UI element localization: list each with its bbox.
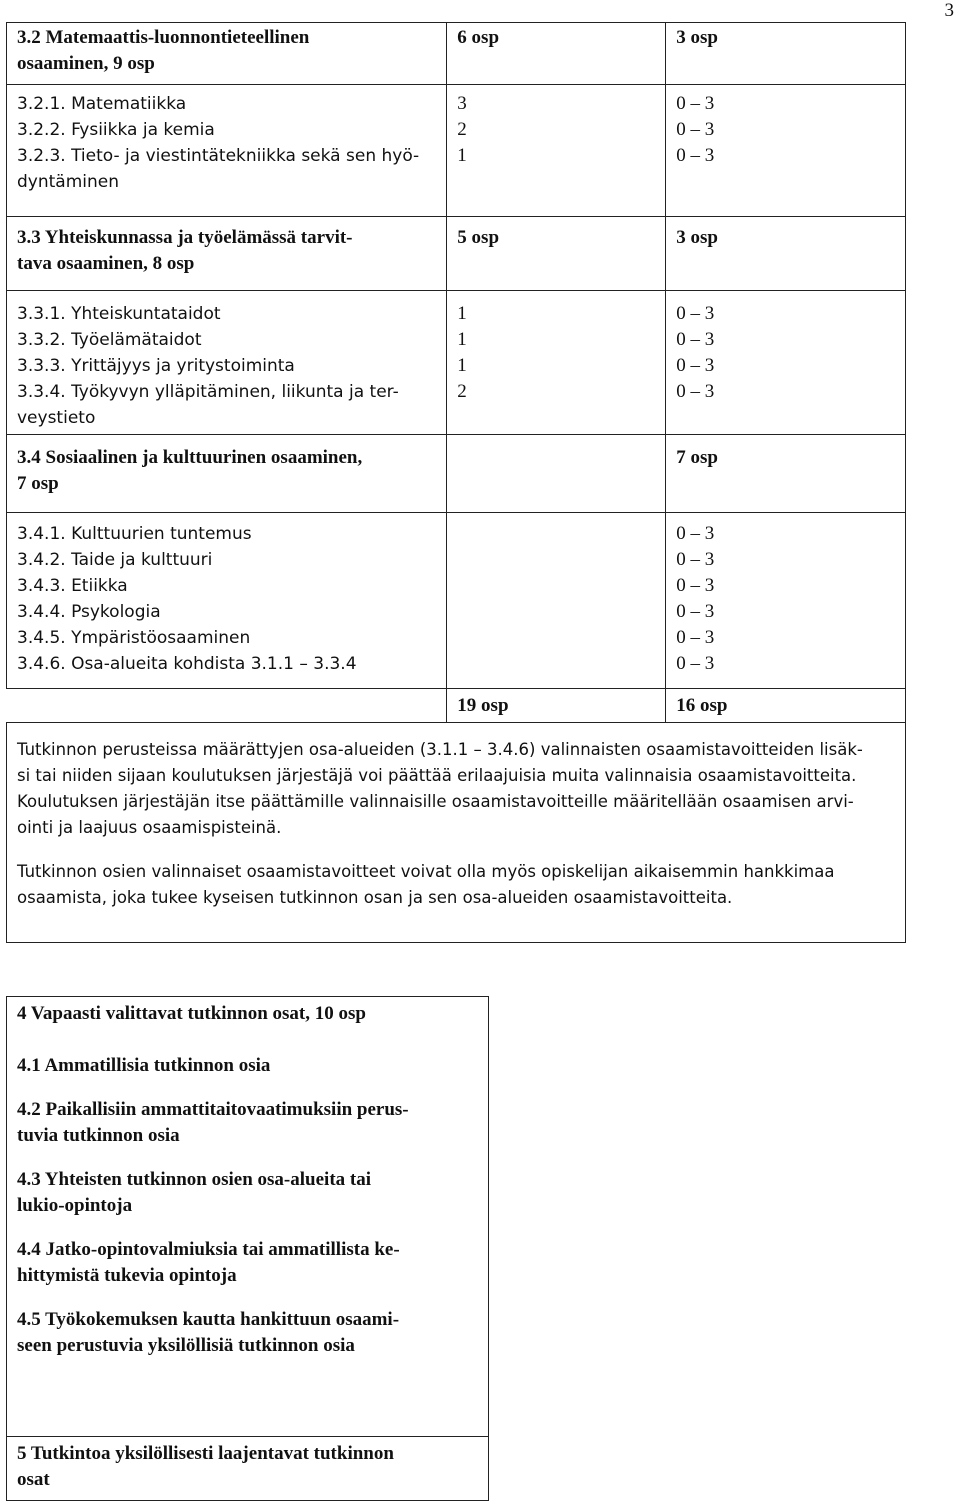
- unit-heading: 4.1 Ammatillisia tutkinnon osia: [17, 1055, 271, 1076]
- group-osp-col3: [666, 23, 906, 85]
- list-item: 3.4.4. Psykologia: [17, 602, 161, 622]
- text-line: Tutkinnon perusteissa määrättyjen osa-alueiden (3.1.1 – 3.4.6) valinnaisten osaamistavoitteiden lisäk-: [17, 740, 863, 759]
- unit-heading: 4.3 Yhteisten tutkinnon osien osa-alueita tai: [17, 1169, 371, 1190]
- value: 0 – 3: [676, 303, 715, 324]
- elective-units-cell: [7, 997, 489, 1437]
- osp-value: 5 osp: [457, 227, 500, 248]
- value: 1: [457, 329, 467, 350]
- heading-line: 3.2 Matemaattis-luonnontieteellinen: [17, 27, 310, 48]
- unit-heading: 4.2 Paikallisiin ammattitaitovaatimuksiin perus-: [17, 1099, 409, 1120]
- group-osp-col2: [447, 435, 666, 513]
- list-item: dyntäminen: [17, 172, 119, 192]
- group-osp-col2: [447, 217, 666, 291]
- group-heading-3-3: [7, 217, 447, 291]
- totals-empty: [7, 689, 447, 723]
- total-value: 16 osp: [676, 695, 728, 716]
- unit-heading: hittymistä tukevia opintoja: [17, 1265, 237, 1286]
- list-item: 3.4.5. Ympäristöosaaminen: [17, 628, 251, 648]
- value: 0 – 3: [676, 523, 715, 544]
- item-values-col3: [666, 85, 906, 217]
- group-osp-col3: [666, 435, 906, 513]
- value: 0 – 3: [676, 653, 715, 674]
- item-list: [7, 291, 447, 435]
- unit-heading: 5 Tutkintoa yksilöllisesti laajentavat tutkinnon: [17, 1443, 394, 1464]
- group-osp-col3: [666, 217, 906, 291]
- value: 0 – 3: [676, 549, 715, 570]
- list-item: 3.4.6. Osa-alueita kohdista 3.1.1 – 3.3.4: [17, 654, 357, 674]
- group-osp-col2: [447, 23, 666, 85]
- table-row-totals: [7, 689, 906, 723]
- value: 1: [457, 355, 467, 376]
- total-col3: [666, 689, 906, 723]
- unit-heading: seen perustuvia yksilöllisiä tutkinnon osia: [17, 1335, 355, 1356]
- value: 0 – 3: [676, 355, 715, 376]
- value: 1: [457, 303, 467, 324]
- list-item: 3.3.1. Yhteiskuntataidot: [17, 304, 221, 324]
- note-paragraph-1: [17, 737, 895, 841]
- list-item: 3.3.3. Yrittäjyys ja yritystoiminta: [17, 356, 295, 376]
- unit-heading: 4.5 Työkokemuksen kautta hankittuun osaami-: [17, 1309, 400, 1330]
- value: 1: [457, 145, 467, 166]
- text-line: osaamista, joka tukee kyseisen tutkinnon osan ja sen osa-alueiden osaamistavoitteita.: [17, 888, 733, 907]
- list-item: [17, 1053, 478, 1079]
- total-value: 19 osp: [457, 695, 509, 716]
- item-values-col2: [447, 85, 666, 217]
- unit-heading: 4.4 Jatko-opintovalmiuksia tai ammatillista ke-: [17, 1239, 400, 1260]
- list-item: [17, 1167, 478, 1219]
- value: 0 – 3: [676, 601, 715, 622]
- table-row-3-2-heading: [7, 23, 906, 85]
- value: 0 – 3: [676, 627, 715, 648]
- item-list: [7, 85, 447, 217]
- text-line: ointi ja laajuus osaamispisteinä.: [17, 818, 282, 837]
- list-item: 3.4.1. Kulttuurien tuntemus: [17, 524, 252, 544]
- value: 2: [457, 119, 467, 140]
- value: 3: [457, 93, 467, 114]
- list-item: [17, 1001, 478, 1027]
- list-item: [17, 1097, 478, 1149]
- value: 0 – 3: [676, 329, 715, 350]
- text-line: Koulutuksen järjestäjän itse päättämille valinnaisille osaamistavoitteille määritellään osaamisen arvi-: [17, 792, 854, 811]
- item-values-col3: [666, 291, 906, 435]
- item-list: [7, 513, 447, 689]
- text-line: Tutkinnon osien valinnaiset osaamistavoitteet voivat olla myös opiskelijan aikaisemmin hankkimaa: [17, 862, 835, 881]
- heading-line: osaaminen, 9 osp: [17, 53, 155, 74]
- unit-heading: 4 Vapaasti valittavat tutkinnon osat, 10 osp: [17, 1003, 366, 1024]
- list-item: 3.3.4. Työkyvyn ylläpitäminen, liikunta ja ter-: [17, 382, 399, 402]
- heading-line: 3.3 Yhteiskunnassa ja työelämässä tarvit-: [17, 227, 353, 248]
- list-item: [17, 1237, 478, 1289]
- list-item: 3.4.2. Taide ja kulttuuri: [17, 550, 213, 570]
- unit-heading: osat: [17, 1469, 50, 1490]
- osp-value: 3 osp: [676, 27, 718, 48]
- group-heading-3-2: [7, 23, 447, 85]
- table-row-3-2-items: [7, 85, 906, 217]
- note-cell: [7, 723, 906, 943]
- list-item: 3.2.1. Matematiikka: [17, 94, 187, 114]
- list-item: 3.2.3. Tieto- ja viestintätekniikka sekä sen hyö-: [17, 146, 420, 166]
- heading-line: tava osaaminen, 8 osp: [17, 253, 195, 274]
- total-col2: [447, 689, 666, 723]
- osp-value: 7 osp: [676, 447, 718, 468]
- elective-units-table: [6, 996, 489, 1501]
- group-heading-3-4: [7, 435, 447, 513]
- text-line: si tai niiden sijaan koulutuksen järjestäjä voi päättää erilaajuisia muita valinnaisia osaamistavoitteita.: [17, 766, 857, 785]
- table-row: [7, 1437, 489, 1501]
- value: 0 – 3: [676, 575, 715, 596]
- list-item: 3.3.2. Työelämätaidot: [17, 330, 202, 350]
- list-item: [17, 1307, 478, 1359]
- table-row-3-3-heading: [7, 217, 906, 291]
- value: 0 – 3: [676, 381, 715, 402]
- competence-table: [6, 22, 906, 943]
- value: 0 – 3: [676, 145, 715, 166]
- osp-value: 3 osp: [676, 227, 718, 248]
- table-row-3-3-items: [7, 291, 906, 435]
- list-item: veystieto: [17, 408, 96, 428]
- unit-heading: tuvia tutkinnon osia: [17, 1125, 180, 1146]
- table-row-note: [7, 723, 906, 943]
- heading-line: 3.4 Sosiaalinen ja kulttuurinen osaaminen,: [17, 447, 363, 468]
- heading-line: 7 osp: [17, 473, 59, 494]
- page-number: 3: [944, 0, 954, 21]
- value: 2: [457, 381, 467, 402]
- expanding-units-cell: [7, 1437, 489, 1501]
- value: 0 – 3: [676, 119, 715, 140]
- item-values-col2: [447, 513, 666, 689]
- note-paragraph-2: [17, 859, 895, 911]
- osp-value: 6 osp: [457, 27, 500, 48]
- table-row-3-4-heading: [7, 435, 906, 513]
- list-item: 3.4.3. Etiikka: [17, 576, 128, 596]
- table-row-3-4-items: [7, 513, 906, 689]
- value: 0 – 3: [676, 93, 715, 114]
- table-row: [7, 997, 489, 1437]
- unit-heading: lukio-opintoja: [17, 1195, 133, 1216]
- item-values-col2: [447, 291, 666, 435]
- item-values-col3: [666, 513, 906, 689]
- list-item: 3.2.2. Fysiikka ja kemia: [17, 120, 215, 140]
